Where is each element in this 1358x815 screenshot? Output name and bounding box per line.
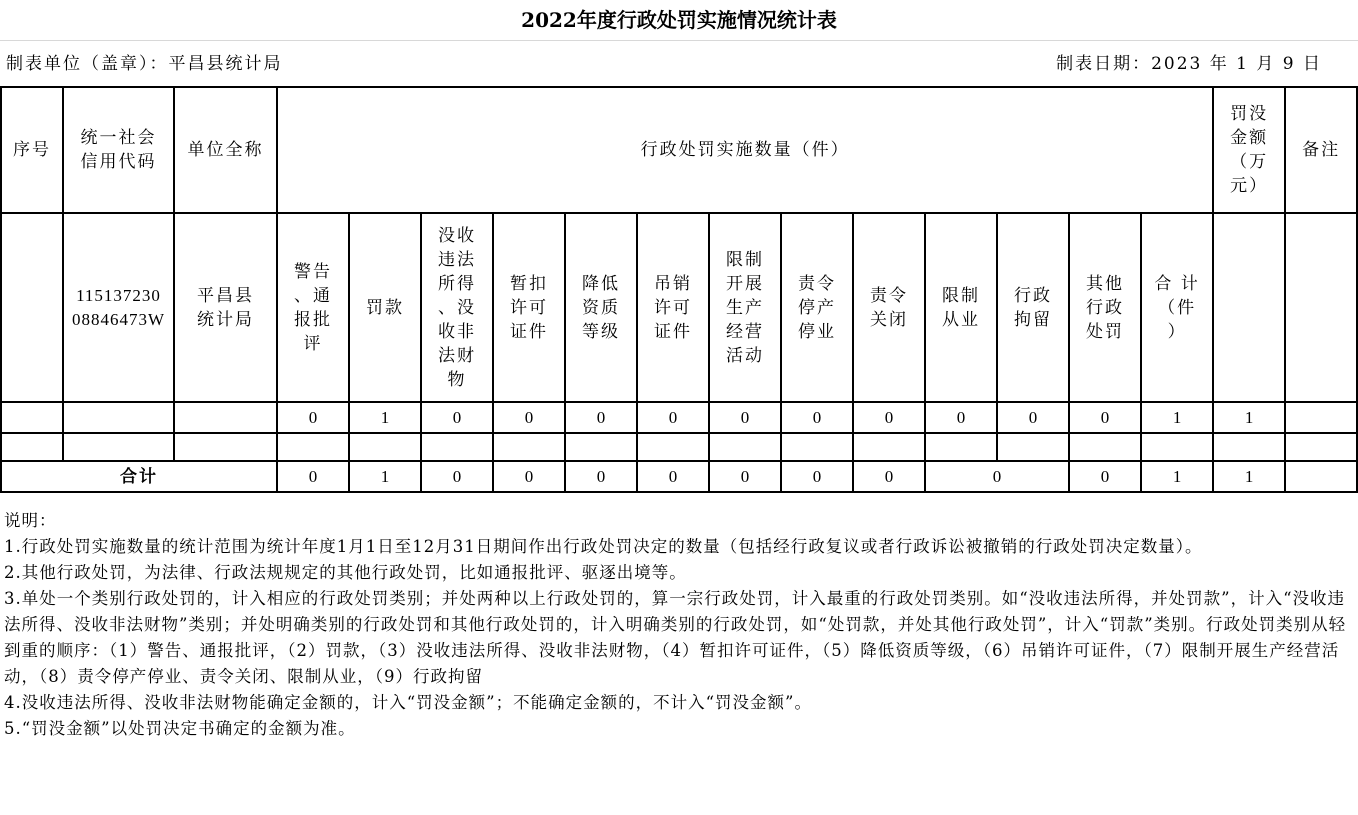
cell [349,433,421,461]
cell [1285,213,1357,402]
cell [1285,433,1357,461]
value-cell: 0 [637,402,709,433]
total-cell: 0 [709,461,781,492]
cell [709,433,781,461]
category-header: 限制 从业 [925,213,997,402]
notes [4,508,1354,742]
note-item: 2.其他行政处罚，为法律、行政法规规定的其他行政处罚，比如通报批评、驱逐出境等。 [4,563,687,582]
value-cell: 0 [997,402,1069,433]
category-header: 责令 关闭 [853,213,925,402]
category-header: 罚款 [349,213,421,402]
cell [1213,433,1285,461]
total-cell: 1 [349,461,421,492]
cell [63,402,174,433]
header-unit-name: 单位全称 [174,87,277,213]
total-cell: 0 [277,461,349,492]
cell [277,433,349,461]
value-cell: 0 [1069,402,1141,433]
value-cell: 0 [709,402,781,433]
value-cell: 0 [421,402,493,433]
total-amount-cell: 1 [1213,461,1285,492]
reporting-unit: 制表单位（盖章）：平昌县统计局 [6,54,283,74]
note-item: 4.没收违法所得、没收非法财物能确定金额的，计入“罚没金额”；不能确定金额的，不计入“罚没金额”。 [4,693,812,712]
cell [781,433,853,461]
cell [1213,213,1285,402]
category-row [1,213,1357,402]
cell [925,433,997,461]
total-sum-cell: 1 [1141,461,1213,492]
category-header: 行政 拘留 [997,213,1069,402]
header-row [1,87,1357,213]
cell [1069,433,1141,461]
value-cell: 0 [853,402,925,433]
total-label: 合计 [1,461,277,492]
category-header: 合 计 （件 ） [1141,213,1213,402]
total-cell: 0 [421,461,493,492]
value-cell: 0 [781,402,853,433]
total-cell: 0 [781,461,853,492]
cell [565,433,637,461]
header-remark: 备注 [1285,87,1357,213]
header-credit-code: 统一社会 信用代码 [63,87,174,213]
cell [637,433,709,461]
value-cell: 0 [925,402,997,433]
cell [174,433,277,461]
report-date: 制表日期：2023 年 1 月 9 日 [1056,54,1322,74]
cell [853,433,925,461]
category-header: 降低 资质 等级 [565,213,637,402]
cell [1,213,63,402]
total-other-cell: 0 [1069,461,1141,492]
value-cell: 0 [277,402,349,433]
value-cell: 1 [1141,402,1213,433]
credit-code: 115137230 08846473W [63,213,174,402]
notes-heading: 说明： [4,511,57,530]
cell [1,433,63,461]
cell [997,433,1069,461]
amount-cell: 1 [1213,402,1285,433]
empty-row [1,433,1357,461]
cell [174,402,277,433]
note-item: 3.单处一个类别行政处罚的，计入相应的行政处罚类别；并处两种以上行政处罚的，算一宗行政处罚，计入最重的行政处罚类别。如“没收违法所得，并处罚款”，计入“没收违法所得、没收非法财物”类别；并处明确类别的行政处罚和其他行政处罚的，计入明确类别的行政处罚，如“处罚款，并处其他行政处罚”，计入“罚款”类别。行政处罚类别从轻到重的顺序：（1）警告、通报批评，（2）罚款，（3）没收违法所得、没收非法财物，（4）暂扣许可证件，（5）降低资质等级，（6）吊销许可证件，（7）限制开展生产经营活动，（8）责令停产停业、责令关闭、限制从业，（9）行政拘留 [4,589,1347,686]
total-cell: 0 [493,461,565,492]
cell [493,433,565,461]
cell [1285,402,1357,433]
statistics-table [0,86,1358,493]
note-item: 5.“罚没金额”以处罚决定书确定的金额为准。 [4,719,356,738]
cell [1,402,63,433]
header-penalty-count: 行政处罚实施数量（件） [277,87,1213,213]
category-header: 责令 停产 停业 [781,213,853,402]
category-header: 暂扣 许可 证件 [493,213,565,402]
cell [63,433,174,461]
header-amount: 罚没 金额 （万 元） [1213,87,1285,213]
category-header: 其他 行政 处罚 [1069,213,1141,402]
category-header: 警告 、通 报批 评 [277,213,349,402]
category-header: 吊销 许可 证件 [637,213,709,402]
total-cell: 0 [853,461,925,492]
total-row [1,461,1357,492]
cell [1285,461,1357,492]
total-merged-cell: 0 [925,461,1069,492]
total-cell: 0 [637,461,709,492]
value-cell: 1 [349,402,421,433]
cell [1141,433,1213,461]
note-item: 1.行政处罚实施数量的统计范围为统计年度1月1日至12月31日期间作出行政处罚决定的数量（包括经行政复议或者行政诉讼被撤销的行政处罚决定数量）。 [4,537,1203,556]
cell [421,433,493,461]
value-cell: 0 [565,402,637,433]
table-row [1,402,1357,433]
unit-name: 平昌县 统计局 [174,213,277,402]
page-title: 2022年度行政处罚实施情况统计表 [0,0,1358,41]
total-cell: 0 [565,461,637,492]
category-header: 没收 违法 所得 、没 收非 法财 物 [421,213,493,402]
header-seq: 序号 [1,87,63,213]
category-header: 限制 开展 生产 经营 活动 [709,213,781,402]
value-cell: 0 [493,402,565,433]
